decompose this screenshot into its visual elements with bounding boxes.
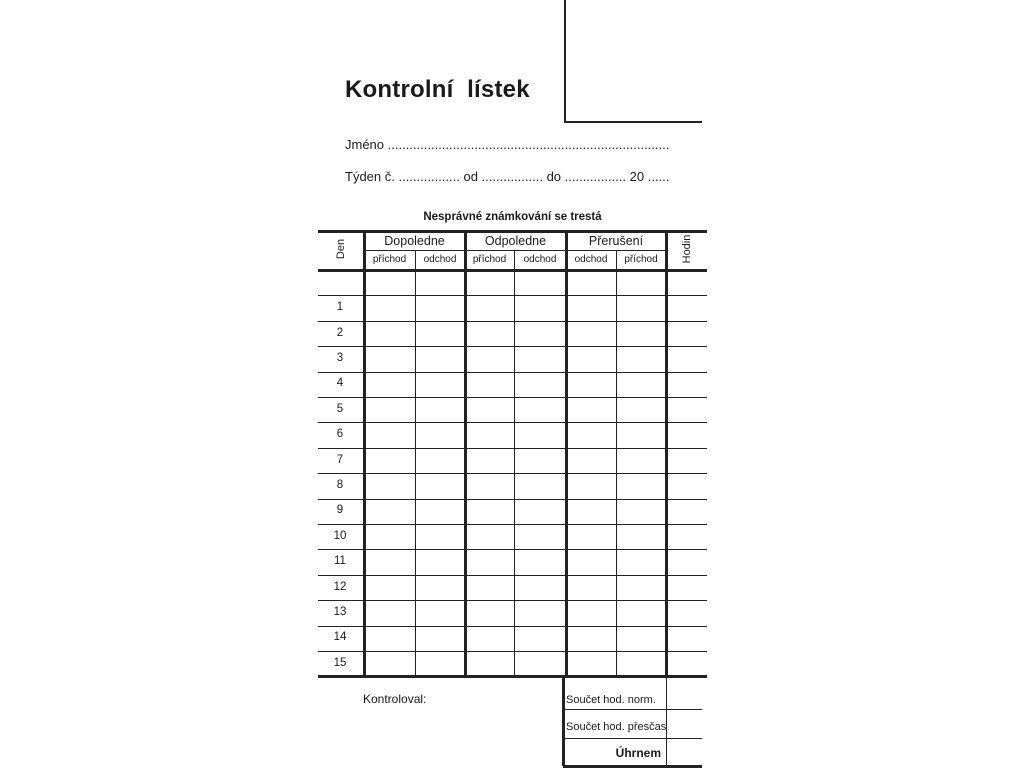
- subheader-1-0: příchod: [472, 254, 507, 265]
- column-divider: [464, 230, 467, 676]
- row-number: 7: [336, 453, 344, 466]
- row-divider: [318, 473, 707, 474]
- row-number: 2: [336, 326, 344, 339]
- checked-by-label: Kontroloval:: [363, 692, 427, 706]
- row-number: 6: [336, 428, 344, 441]
- sum-overtime-hours-label: Součet hod. přesčas: [566, 721, 667, 733]
- column-divider: [565, 230, 568, 676]
- row-divider: [318, 397, 707, 398]
- row-divider: [318, 549, 707, 550]
- group-header-1: Odpoledne: [484, 234, 547, 248]
- group-header-0: Dopoledne: [384, 234, 445, 248]
- row-divider: [318, 626, 707, 627]
- row-number: 1: [336, 301, 344, 314]
- sum-normal-hours-label: Součet hod. norm.: [566, 694, 656, 706]
- row-divider: [318, 651, 707, 652]
- name-field: Jméno ..............................................................................: [345, 137, 670, 152]
- row-number: 8: [336, 478, 344, 491]
- row-divider: [318, 346, 707, 347]
- group-divider-line: [364, 250, 666, 251]
- row-number: 3: [336, 351, 344, 364]
- row-number: 12: [333, 580, 347, 593]
- subheader-0-1: odchod: [423, 254, 457, 265]
- notice-text: Nesprávné známkování se trestá: [423, 211, 602, 223]
- column-divider: [665, 230, 668, 676]
- header-bottom-border: [318, 269, 707, 272]
- table-bottom-border: [318, 675, 707, 678]
- footer-left-divider: [562, 676, 565, 766]
- row-divider: [318, 575, 707, 576]
- column-divider: [363, 230, 366, 676]
- row-number: 5: [336, 402, 344, 415]
- row-divider: [318, 499, 707, 500]
- column-divider: [415, 250, 416, 676]
- column-divider: [616, 250, 617, 676]
- subheader-2-1: příchod: [624, 254, 658, 265]
- table-top-border: [318, 230, 707, 233]
- row-number: 13: [333, 605, 347, 618]
- row-number: 9: [336, 504, 344, 517]
- column-divider: [514, 250, 515, 676]
- footer-line-1: [563, 709, 702, 710]
- row-divider: [318, 524, 707, 525]
- week-field: Týden č. ................. od ................. do ................. 20 ......: [345, 169, 670, 184]
- row-number: 10: [333, 529, 347, 542]
- subheader-0-0: příchod: [372, 254, 407, 265]
- row-number: 14: [333, 631, 347, 644]
- stamp-box-bottom-edge: [564, 121, 702, 123]
- group-header-2: Přerušení: [588, 234, 644, 248]
- form-title: Kontrolní lístek: [345, 76, 530, 103]
- row-divider: [318, 295, 707, 296]
- row-divider: [318, 422, 707, 423]
- row-divider: [318, 600, 707, 601]
- total-label: Úhrnem: [615, 746, 661, 760]
- footer-line-2: [563, 738, 702, 739]
- row-number: 4: [336, 377, 344, 390]
- stamp-box-left-edge: [564, 0, 566, 123]
- day-column-header: Den: [335, 238, 347, 260]
- subheader-1-1: odchod: [523, 254, 557, 265]
- row-number: 15: [333, 656, 347, 669]
- row-divider: [318, 448, 707, 449]
- row-divider: [318, 321, 707, 322]
- subheader-2-0: odchod: [574, 254, 608, 265]
- row-divider: [318, 372, 707, 373]
- row-number: 11: [334, 555, 346, 568]
- hours-column-header: Hodin: [680, 234, 693, 264]
